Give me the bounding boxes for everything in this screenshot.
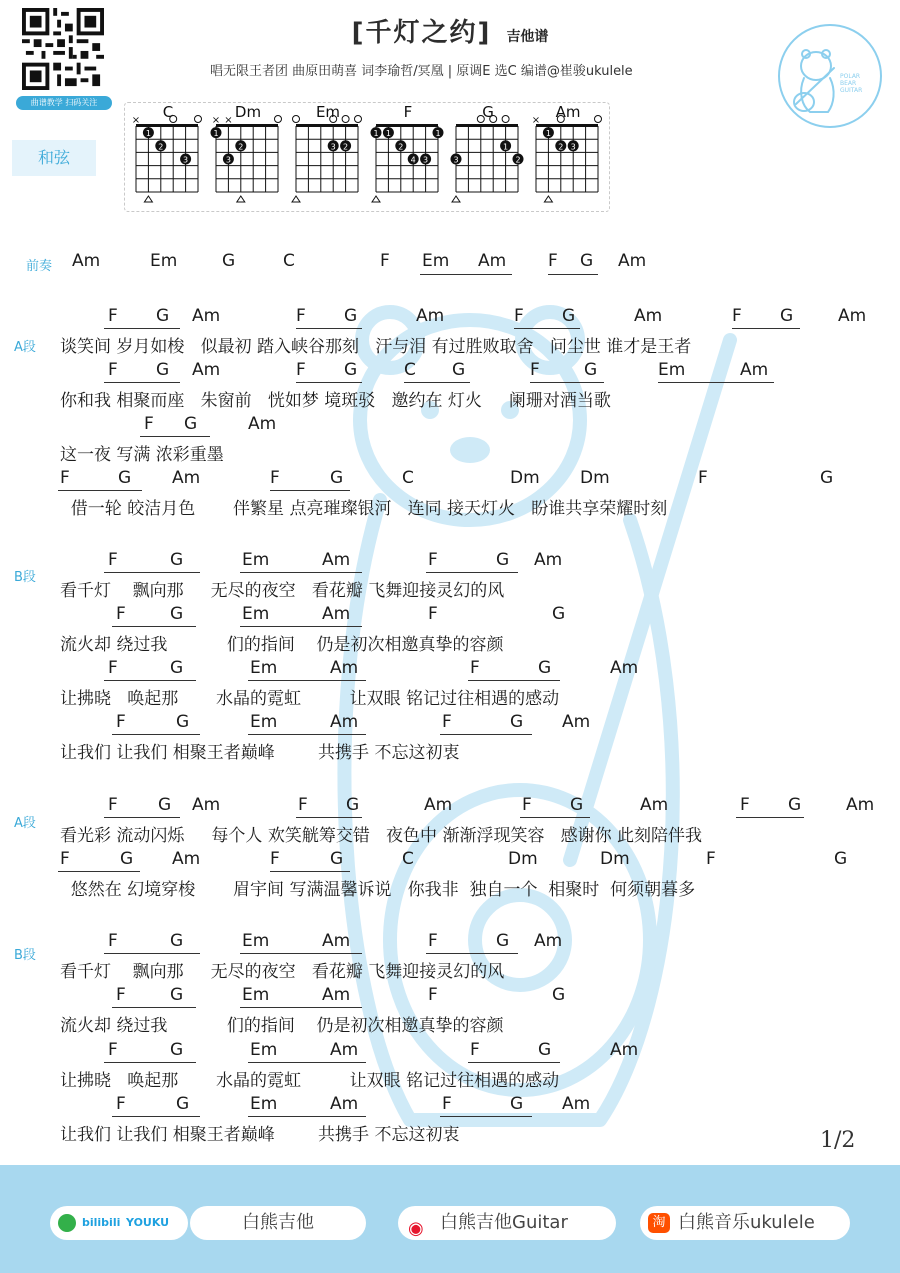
bilibili-logo: bilibili	[82, 1216, 121, 1229]
chord-diagram-c	[128, 100, 208, 208]
chord-label: Am	[534, 550, 563, 570]
chord-label: G	[330, 849, 344, 869]
wechat-icon	[58, 1214, 76, 1232]
chord-label: Am	[562, 712, 591, 732]
chord-label: F	[470, 658, 480, 678]
chord-label: F	[60, 468, 70, 488]
page-title: [千灯之约]	[351, 18, 492, 48]
chord-label: Em	[250, 658, 278, 678]
chord-underline	[420, 274, 512, 275]
section-label: B段	[14, 948, 36, 963]
intro-chord: F	[548, 251, 558, 271]
svg-text:1: 1	[373, 129, 379, 139]
intro-chord: Em	[422, 251, 450, 271]
chord-label: Em	[250, 1094, 278, 1114]
chord-label: G	[176, 712, 190, 732]
chord-name: Dm	[234, 103, 262, 121]
chord-underline	[140, 436, 210, 437]
svg-text:2: 2	[558, 142, 564, 152]
footer-item-label: 白熊音乐ukulele	[678, 1212, 815, 1233]
platform-pill[interactable]	[50, 1206, 188, 1240]
chord-label: C	[402, 849, 414, 869]
chord-label: G	[538, 1040, 552, 1060]
lyric-line: 流火却 绕过我 们的指间 仍是初次相邀真挚的容颜	[60, 635, 504, 655]
chord-label: Am	[846, 795, 875, 815]
chord-label: Am	[192, 306, 221, 326]
lyric-line: 悠然在 幻境穿梭 眉宇间 写满温馨诉说 你我非 独自一个 相聚时 何须朝暮多	[60, 880, 696, 900]
chord-underline	[296, 817, 362, 818]
chord-diagram-g	[448, 100, 528, 208]
svg-text:2: 2	[398, 142, 404, 152]
intro-chord: Am	[618, 251, 647, 271]
chord-label: G	[834, 849, 848, 869]
chord-underline	[104, 680, 196, 681]
youku-logo: YOUKU	[126, 1216, 170, 1229]
chord-underline	[736, 817, 804, 818]
chord-label: F	[470, 1040, 480, 1060]
chord-label: F	[108, 931, 118, 951]
lyric-line: 让我们 让我们 相聚王者巅峰 共携手 不忘这初衷	[60, 743, 460, 763]
chord-label: Dm	[580, 468, 610, 488]
chord-underline	[296, 382, 362, 383]
svg-text:2: 2	[158, 142, 164, 152]
footer-item-weibo[interactable]	[398, 1206, 616, 1240]
chord-label: G	[820, 468, 834, 488]
chord-label: F	[108, 1040, 118, 1060]
chord-label: F	[698, 468, 708, 488]
chord-label: F	[706, 849, 716, 869]
chord-label: G	[184, 414, 198, 434]
section-label: B段	[14, 570, 36, 585]
chord-underline	[112, 1007, 196, 1008]
chord-name: Em	[315, 103, 341, 121]
chord-underline	[104, 1062, 196, 1063]
chord-label: G	[158, 795, 172, 815]
chord-label: F	[296, 306, 306, 326]
lyric-line: 看千灯 飘向那 无尽的夜空 看花瓣 飞舞迎接灵幻的风	[60, 962, 505, 982]
chord-underline	[732, 328, 800, 329]
chord-label: F	[116, 985, 126, 1005]
svg-text:1: 1	[545, 129, 551, 139]
chord-label: Am	[192, 360, 221, 380]
lyric-line: 借一轮 皎洁月色 伴繁星 点亮璀璨银河 连同 接天灯火 盼谁共享荣耀时刻	[60, 499, 668, 519]
chord-label: F	[732, 306, 742, 326]
svg-text:4: 4	[410, 155, 416, 165]
chord-underline	[248, 1116, 366, 1117]
chord-label: F	[144, 414, 154, 434]
chord-label: G	[170, 658, 184, 678]
page-subtitle: 吉他谱	[506, 29, 549, 45]
polar-bear-guitar-logo	[776, 22, 884, 130]
qr-caption: 曲谱教学 扫码关注	[16, 96, 112, 110]
chord-underline	[240, 626, 362, 627]
chord-underline	[440, 1116, 532, 1117]
intro-chord: G	[222, 251, 236, 271]
svg-text:2: 2	[515, 155, 521, 165]
chord-underline	[248, 680, 366, 681]
chord-label: Am	[192, 795, 221, 815]
chord-label: G	[510, 1094, 524, 1114]
chord-label: F	[428, 550, 438, 570]
svg-text:2: 2	[238, 142, 244, 152]
chord-label: G	[170, 550, 184, 570]
chord-label: Am	[740, 360, 769, 380]
footer-item-label: 白熊吉他Guitar	[440, 1212, 568, 1233]
logo-text-1: POLAR	[840, 73, 861, 80]
page-number: 1/2	[820, 1128, 856, 1153]
chord-label: Am	[248, 414, 277, 434]
chord-label: G	[584, 360, 598, 380]
chord-label: F	[522, 795, 532, 815]
chord-label: G	[496, 931, 510, 951]
chord-label: G	[120, 849, 134, 869]
chord-label: G	[170, 604, 184, 624]
chord-underline	[104, 572, 200, 573]
chord-label: F	[296, 360, 306, 380]
chord-label: F	[298, 795, 308, 815]
chord-label: G	[538, 658, 552, 678]
chord-label: F	[116, 1094, 126, 1114]
chord-underline	[296, 328, 362, 329]
chord-label: F	[442, 1094, 452, 1114]
svg-text:3: 3	[225, 155, 231, 165]
chord-label: F	[108, 550, 118, 570]
lyric-line: 让拂晓 唤起那 水晶的霓虹 让双眼 铭记过往相遇的感动	[60, 689, 560, 709]
chord-label: C	[402, 468, 414, 488]
section-label: A段	[14, 340, 36, 355]
chord-underline	[404, 382, 470, 383]
svg-text:×: ×	[224, 115, 233, 126]
chord-underline	[270, 871, 350, 872]
svg-text:1: 1	[145, 129, 151, 139]
chord-label: Em	[242, 985, 270, 1005]
footer-item-taobao[interactable]	[640, 1206, 850, 1240]
chord-underline	[248, 1062, 366, 1063]
lyric-line: 看千灯 飘向那 无尽的夜空 看花瓣 飞舞迎接灵幻的风	[60, 581, 505, 601]
chord-underline	[240, 572, 362, 573]
chord-underline	[440, 734, 532, 735]
chord-underline	[112, 734, 200, 735]
chord-label: C	[404, 360, 416, 380]
chord-label: Am	[322, 550, 351, 570]
chord-label: Am	[330, 712, 359, 732]
chord-label: Am	[610, 658, 639, 678]
chord-underline	[112, 1116, 200, 1117]
chord-label: F	[514, 306, 524, 326]
chord-label: G	[552, 985, 566, 1005]
lyric-line: 让拂晓 唤起那 水晶的霓虹 让双眼 铭记过往相遇的感动	[60, 1071, 560, 1091]
chord-label: Am	[562, 1094, 591, 1114]
svg-text:3: 3	[183, 155, 189, 165]
lyric-line: 看光彩 流动闪烁 每个人 欢笑觥筹交错 夜色中 渐渐浮现笑容 感谢你 此刻陪伴我	[60, 826, 703, 846]
lyric-line: 你和我 相聚而座 朱窗前 恍如梦 境斑驳 邀约在 灯火 阑珊对酒当歌	[60, 391, 611, 411]
chord-label: Dm	[600, 849, 630, 869]
chord-label: G	[552, 604, 566, 624]
intro-chord: Am	[72, 251, 101, 271]
chord-label: Em	[250, 712, 278, 732]
chord-label: F	[60, 849, 70, 869]
svg-text:×: ×	[131, 115, 141, 126]
chord-label: Am	[330, 1040, 359, 1060]
chord-label: F	[428, 604, 438, 624]
chord-underline	[104, 817, 180, 818]
chord-label: F	[108, 795, 118, 815]
chord-label: G	[170, 931, 184, 951]
chord-label: Am	[416, 306, 445, 326]
chord-label: G	[344, 306, 358, 326]
footer-item-label: 白熊吉他	[242, 1212, 314, 1233]
svg-text:1: 1	[435, 129, 441, 139]
chord-underline	[530, 382, 604, 383]
chord-label: F	[740, 795, 750, 815]
chord-underline	[426, 953, 518, 954]
chord-underline	[548, 274, 598, 275]
chord-label: G	[344, 360, 358, 380]
chord-label: G	[562, 306, 576, 326]
chord-label: F	[442, 712, 452, 732]
chord-label: Am	[322, 985, 351, 1005]
section-label: A段	[14, 816, 36, 831]
chord-label: F	[270, 468, 280, 488]
chord-label: Em	[242, 931, 270, 951]
svg-text:1: 1	[385, 129, 391, 139]
svg-text:1: 1	[213, 129, 219, 139]
chord-underline	[468, 680, 560, 681]
chord-label: Dm	[510, 468, 540, 488]
chord-underline	[112, 626, 196, 627]
intro-chord: F	[380, 251, 390, 271]
chord-name: F	[403, 103, 413, 121]
intro-chord: Am	[478, 251, 507, 271]
chord-label: Am	[424, 795, 453, 815]
chord-underline	[104, 328, 180, 329]
title-block	[0, 12, 900, 49]
chord-label: F	[108, 658, 118, 678]
chord-label: G	[780, 306, 794, 326]
chord-name: G	[482, 103, 494, 121]
chords-section-label: 和弦	[12, 140, 96, 176]
svg-text:×: ×	[531, 115, 541, 126]
chord-label: Am	[322, 604, 351, 624]
chord-label: Em	[658, 360, 686, 380]
lyric-line: 让我们 让我们 相聚王者巅峰 共携手 不忘这初衷	[60, 1125, 460, 1145]
song-credits: 唱无限王者团 曲原田萌喜 词李瑜哲/冥凰 | 原调E 选C 编谱@崔骏ukulele	[210, 64, 633, 79]
chord-label: G	[346, 795, 360, 815]
lyric-line: 谈笑间 岁月如梭 似最初 踏入峡谷那刻 汗与泪 有过胜败取舍 问尘世 谁才是王者	[60, 337, 692, 357]
svg-text:3: 3	[453, 155, 459, 165]
chord-label: G	[496, 550, 510, 570]
chord-label: F	[428, 985, 438, 1005]
logo-text-2: BEAR	[840, 80, 857, 87]
chord-label: F	[270, 849, 280, 869]
chord-label: F	[108, 306, 118, 326]
chord-label: Am	[534, 931, 563, 951]
chord-label: Em	[242, 604, 270, 624]
svg-text:1: 1	[503, 142, 509, 152]
chord-label: G	[176, 1094, 190, 1114]
lyric-line: 流火却 绕过我 们的指间 仍是初次相邀真挚的容颜	[60, 1016, 504, 1036]
chord-label: F	[108, 360, 118, 380]
chord-label: G	[570, 795, 584, 815]
chord-label: G	[170, 985, 184, 1005]
chord-label: G	[330, 468, 344, 488]
chord-label: Am	[634, 306, 663, 326]
chord-label: Am	[330, 658, 359, 678]
chord-label: G	[156, 360, 170, 380]
footer-item-bilibili[interactable]	[190, 1206, 366, 1240]
svg-text:3: 3	[330, 142, 336, 152]
chord-underline	[514, 328, 580, 329]
chord-underline	[520, 817, 590, 818]
chord-label: Am	[172, 468, 201, 488]
svg-text:3: 3	[570, 142, 576, 152]
chord-label: G	[118, 468, 132, 488]
chord-diagram-am	[528, 100, 608, 208]
chord-label: Dm	[508, 849, 538, 869]
chord-label: G	[170, 1040, 184, 1060]
chord-name: Am	[555, 103, 581, 121]
chord-name: C	[162, 103, 174, 121]
taobao-icon: 淘	[648, 1213, 670, 1233]
chord-underline	[58, 490, 142, 491]
chord-diagram-em	[288, 100, 368, 208]
chord-diagram-dm	[208, 100, 288, 208]
chord-underline	[426, 572, 518, 573]
chord-label: Am	[640, 795, 669, 815]
chord-label: F	[428, 931, 438, 951]
intro-chord: Em	[150, 251, 178, 271]
svg-text:2: 2	[343, 142, 349, 152]
chord-underline	[658, 382, 774, 383]
chord-underline	[240, 1007, 362, 1008]
intro-label: 前奏	[26, 259, 53, 274]
chord-label: Am	[172, 849, 201, 869]
svg-text:3: 3	[423, 155, 429, 165]
logo-text-3: GUITAR	[840, 87, 863, 94]
chord-label: Am	[838, 306, 867, 326]
chord-label: Am	[322, 931, 351, 951]
chord-underline	[58, 871, 140, 872]
intro-chord: G	[580, 251, 594, 271]
chord-label: F	[116, 712, 126, 732]
chord-label: Em	[242, 550, 270, 570]
chord-label: G	[510, 712, 524, 732]
intro-chord: C	[283, 251, 295, 271]
chord-label: Em	[250, 1040, 278, 1060]
chord-label: Am	[610, 1040, 639, 1060]
chord-label: F	[530, 360, 540, 380]
chord-diagram-f	[368, 100, 448, 208]
chord-underline	[240, 953, 362, 954]
chord-label: G	[788, 795, 802, 815]
chord-underline	[468, 1062, 560, 1063]
chord-underline	[104, 953, 200, 954]
chord-label: F	[116, 604, 126, 624]
chord-label: G	[452, 360, 466, 380]
lyric-line: 这一夜 写满 浓彩重墨	[60, 445, 224, 465]
chord-label: Am	[330, 1094, 359, 1114]
chord-label: G	[156, 306, 170, 326]
weibo-icon: ◉	[408, 1218, 424, 1239]
chord-underline	[270, 490, 350, 491]
svg-text:×: ×	[211, 115, 221, 126]
chord-underline	[104, 382, 180, 383]
chord-underline	[248, 734, 366, 735]
